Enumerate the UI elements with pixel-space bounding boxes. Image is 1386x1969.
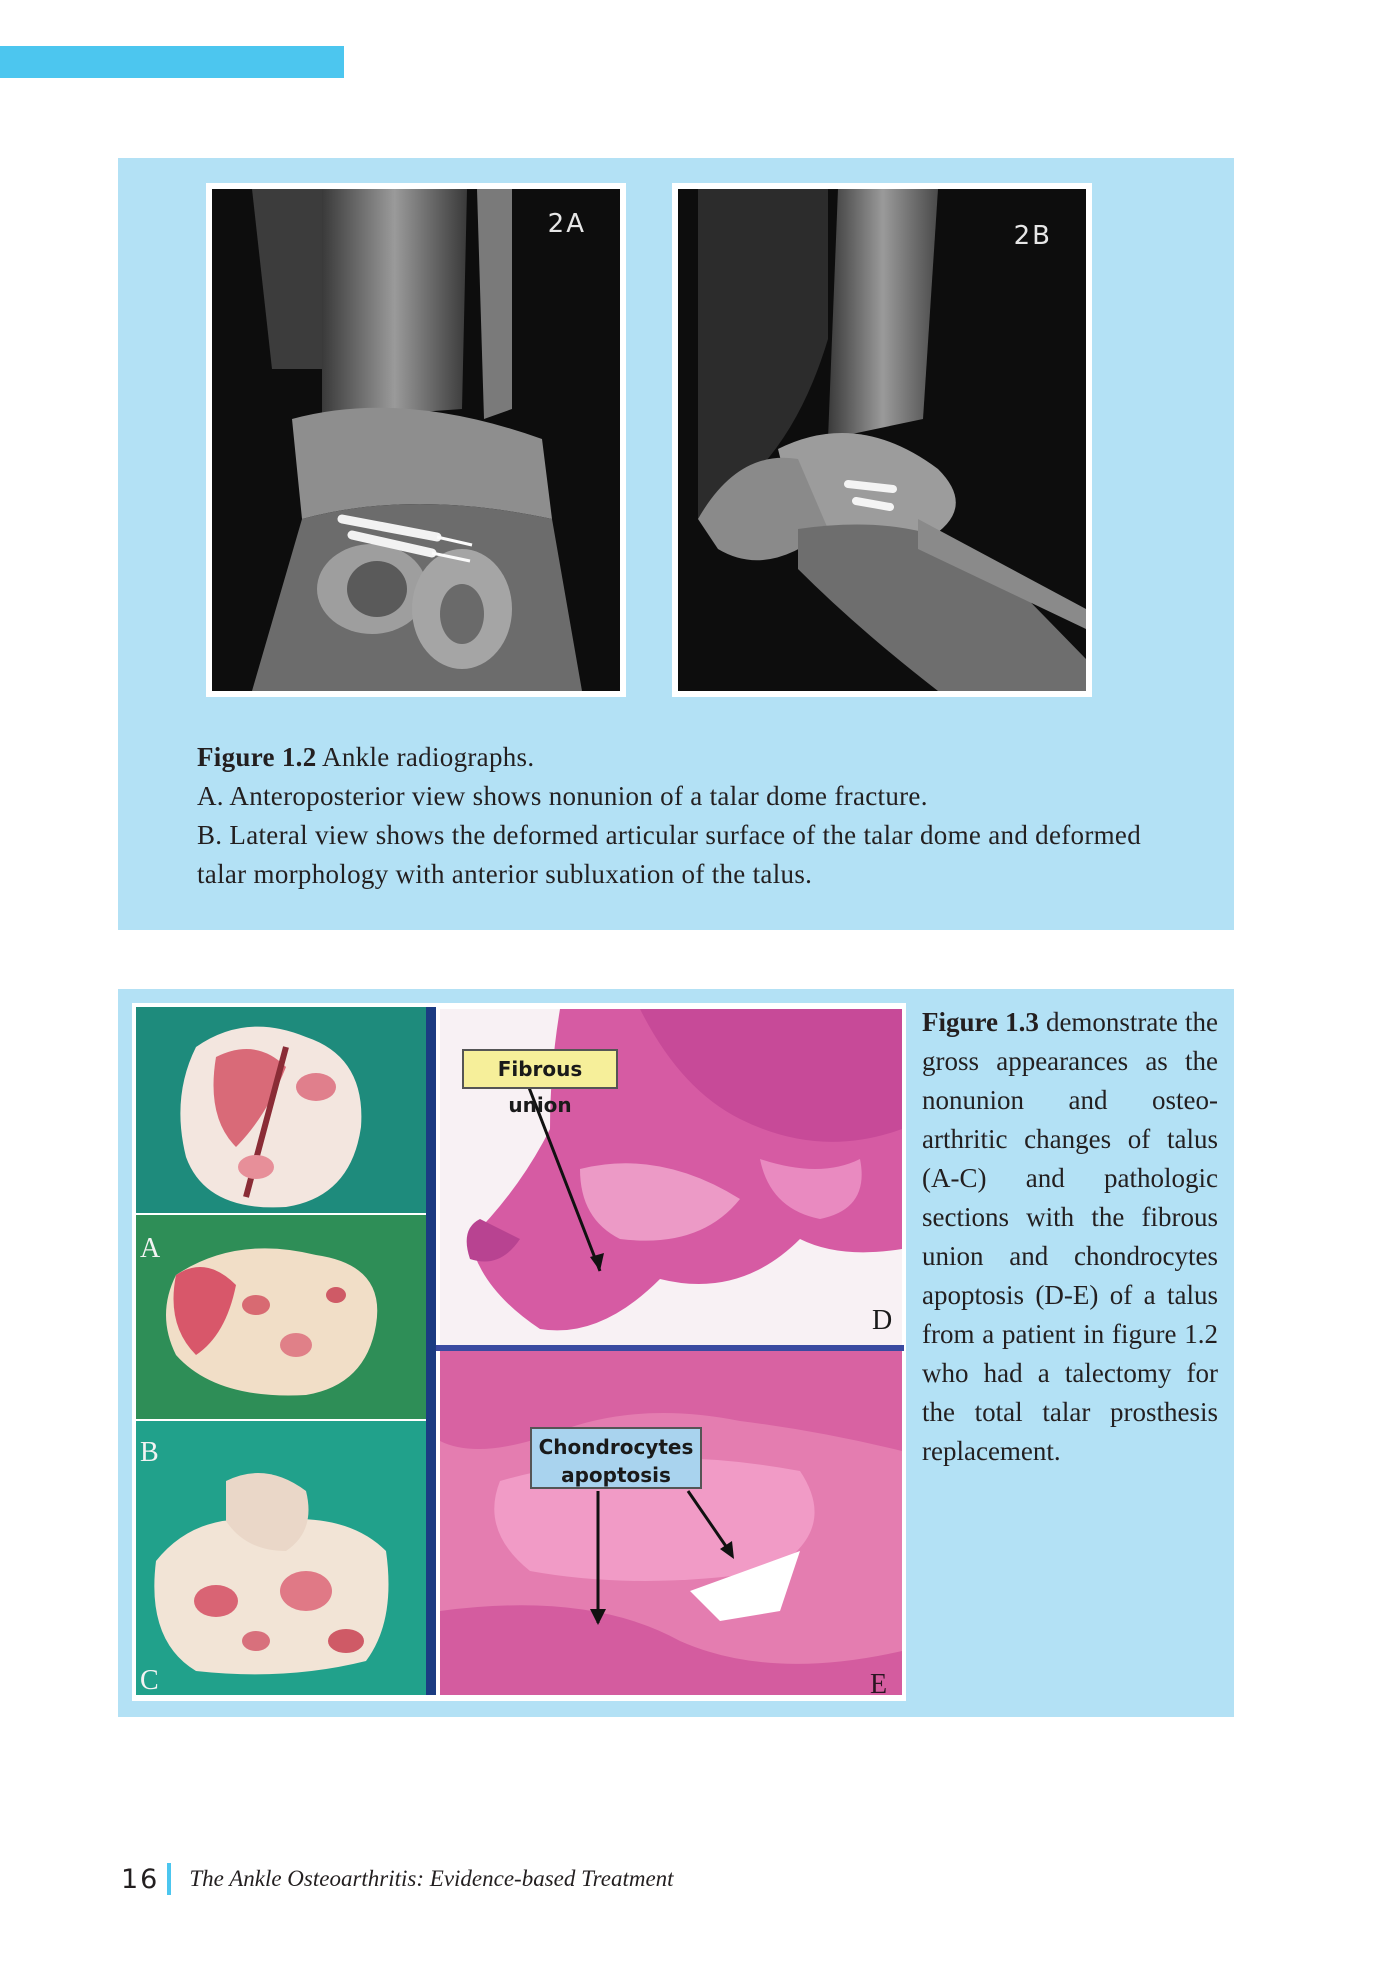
panel-letter-c: C <box>140 1665 159 1696</box>
figure-1-2-caption-line-a: A. Anteroposterior view shows nonunion of a talar dome fracture. <box>197 781 928 811</box>
talus-specimen-b-image <box>136 1215 426 1419</box>
annotation-chondrocytes-line2: apoptosis <box>561 1463 671 1487</box>
figure-1-2-title: Figure 1.2 <box>197 742 317 772</box>
gross-specimen-a <box>136 1007 426 1213</box>
panel-letter-a: A <box>140 1233 161 1264</box>
annotation-fibrous-union: Fibrous union <box>462 1049 618 1089</box>
figure-1-3-caption <box>922 1003 1218 1471</box>
page-number: 16 <box>121 1863 160 1895</box>
panel-letter-e: E <box>870 1669 888 1700</box>
annotation-chondrocytes-line1: Chondrocytes <box>538 1435 694 1459</box>
figure-1-2-caption <box>197 738 1177 894</box>
panel-letter-d: D <box>872 1305 893 1336</box>
panel-label-2a: 2A <box>547 209 586 239</box>
panel-label-2b: 2B <box>1013 221 1052 251</box>
footer-separator <box>167 1863 171 1895</box>
figure-1-3-image-grid <box>132 1003 906 1701</box>
figure-1-3-caption-text: demonstrate the gross appearances as the nonunion and osteo-arthritic changes of talus (A-C) and pathologic sections with the fibrous union and chondrocytes apoptosis (D-E) of a talus from a patient in figure 1.2 who had a talectomy for the total talar prosthesis replacement. <box>922 1007 1218 1466</box>
panel-letter-b: B <box>140 1437 159 1468</box>
figure-1-2-caption-line-b: B. Lateral view shows the deformed articular surface of the talar dome and deformed talar morphology with anterior subluxation of the talus. <box>197 820 1142 889</box>
header-accent-bar <box>0 46 344 78</box>
page-footer <box>121 1862 674 1896</box>
figure-1-3-title: Figure 1.3 <box>922 1007 1039 1037</box>
radiograph-lateral <box>672 183 1092 697</box>
talus-specimen-a-image <box>136 1007 426 1213</box>
annotation-chondrocytes-apoptosis <box>530 1427 702 1489</box>
histology-chondrocytes-apoptosis <box>440 1351 902 1695</box>
figure-1-2-panel <box>118 158 1234 930</box>
running-title: The Ankle Osteoarthritis: Evidence-based Treatment <box>189 1866 674 1891</box>
radiograph-ap-image <box>212 189 620 691</box>
gross-specimen-b <box>136 1215 426 1419</box>
image-divider <box>426 1007 436 1695</box>
figure-1-3-panel <box>118 989 1234 1717</box>
talus-specimen-c-image <box>136 1421 426 1695</box>
histology-e-image <box>440 1351 902 1695</box>
radiograph-lateral-image <box>678 189 1086 691</box>
radiograph-anteroposterior <box>206 183 626 697</box>
gross-specimen-c <box>136 1421 426 1695</box>
figure-1-2-title-text: Ankle radiographs. <box>316 742 535 772</box>
